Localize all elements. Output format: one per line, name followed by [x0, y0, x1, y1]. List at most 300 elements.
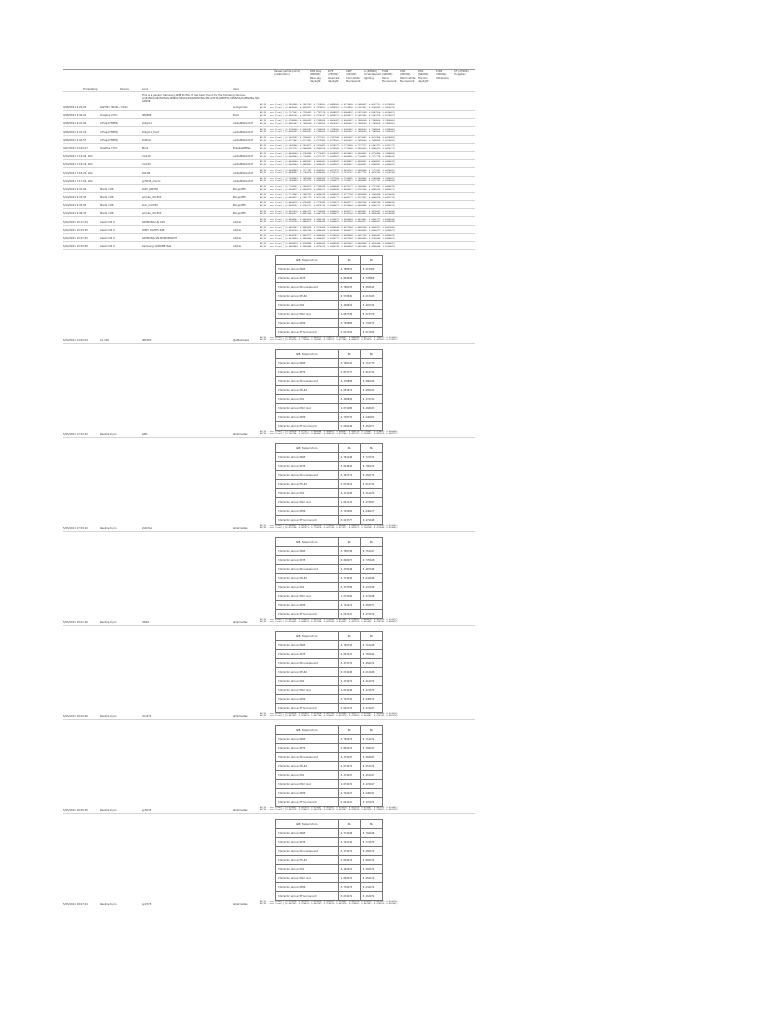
awb-key: StatsCI2.wbcoordIncandescent [276, 283, 339, 292]
cell-timestamp: 5/25/2021 17:52:20 [63, 433, 88, 437]
cell-timestamp: 5/14/2021 9:45:05 [63, 204, 87, 208]
cell-lens: SONY LIGHTS 586 [142, 228, 165, 232]
awb-table-row [276, 798, 383, 807]
awb-rg-value: 1.071480 [338, 404, 360, 413]
awb-rg-value: 0.481774 [338, 471, 360, 480]
cell-device: OnePlus 7 Pro [100, 146, 118, 150]
awb-key: StatsCI2.wbcoordD75 [276, 556, 339, 565]
table-row [63, 625, 475, 719]
awb-bg-value: 0.414479 [360, 489, 382, 498]
awb-table-row [276, 471, 383, 480]
awb-key: StatsCI2.wbcoordCW [276, 489, 339, 498]
awb-key: StatsCI2.wbcoordCW [276, 865, 339, 874]
awb-table-row [276, 847, 383, 856]
awb-table-header [276, 632, 383, 641]
cell-user: AxOaXEeOnOnF [233, 130, 254, 134]
cell-user: sorogomian [233, 106, 248, 109]
cell-lens: imx471 [142, 715, 152, 719]
cell-user: AxOaXEeOnOnF [233, 138, 254, 142]
cell-awb-data: AR_DS : new float[] {0.474474, 0.447447, 0.474474, 0.447447, 0.474447, 0.447474, 0.474474, 0.447447, 0.474474} AR_RS : new float[] {0.447447, 0.474474, 0.447447, 0.474474, 0.447474, 0.474447, 0.447447, 0.474474, 0.447447} [260, 900, 398, 906]
cell-timestamp: 5/14/2021 7:18:19, 202 [63, 163, 93, 167]
awb-bg-value: 0.714448 [360, 641, 382, 650]
cell-timestamp: 5/24/2021 14:00:54 [63, 339, 88, 343]
cell-awb-data: AR_DS : new float[] {0.3748000, 0.4000087, 0.7348009, 0.7348000, 0.4000087, 0.7480000, 0.7348000, 0.4748000} AR_RS : new float[] {0.4000087, 0.4000087, 0.7348000, 0.4000087, 0.4000087, 0.7480000, 0.7348000, 0.7480000} [260, 128, 396, 134]
cell-awb-data: AR_DS : new float[] {0.7744147, 0.7444477, 0.7744474, 0.4444444, 0.4474777, 0.7444444, 0.7777447, 0.4444474} AR_RS : new float[] {0.4944477, 0.4444474, 0.4444477, 0.4444444, 0.4444477, 0.4747444, 0.4444474, 0.4444477} [260, 185, 396, 191]
table-row [63, 216, 475, 224]
table-row [63, 118, 475, 126]
cell-timestamp: 5/22/2021 10:34:56 [63, 245, 88, 249]
table-row [63, 159, 475, 167]
cell-user: AxOaXEeOnOnF [233, 163, 254, 167]
awb-key: StatsCI2.wbcoordD65 [276, 641, 339, 650]
awb-bg-value: 0.648477 [360, 507, 382, 516]
awb-bg-value: 0.780474 [360, 462, 382, 471]
awb-table-row [276, 892, 383, 901]
awb-header-label: AWB Temperature [276, 444, 339, 453]
header-a: A (2856K) Incandescent lighting [364, 70, 382, 80]
awb-header-rg: RG [338, 538, 360, 547]
awb-rg-value: 0.474774 [338, 659, 360, 668]
awb-table-row [276, 829, 383, 838]
cell-timestamp: 5/22/2021 10:27:55 [63, 237, 88, 240]
awb-rg-value: 0.768142 [338, 359, 360, 368]
table-row [63, 167, 475, 175]
cell-user: Enzo [233, 114, 240, 118]
cell-lens: primax_imx350 [142, 196, 162, 200]
awb-bg-value: 0.784444 [360, 650, 382, 659]
awb-rg-value: 0.744744 [338, 695, 360, 704]
awb-table-row [276, 292, 383, 301]
awb-table-row [276, 328, 383, 337]
table-row [63, 208, 475, 216]
awb-rg-value: 0.649449 [338, 422, 360, 431]
awb-rg-value: 0.674474 [338, 762, 360, 771]
awb-rg-value: 0.647447 [338, 610, 360, 619]
cell-awb-data: AR_DS : new float[] {0.4447447, 0.4444474, 0.4774444, 0.4444444, 0.4477444, 0.4444744, 0.4444477, 0.4447444} AR_RS : new float[] {0.4444744, 0.4444744, 0.4444444, 0.4474444, 0.4444477, 0.4444444, 0.4444477, 0.4444447} [260, 226, 396, 232]
awb-table-row [276, 453, 383, 462]
awb-rg-value: 0.784744 [338, 641, 360, 650]
awb-bg-value: 0.464474 [360, 892, 382, 901]
awb-key: StatsCI2.wbcoordHorizon [276, 874, 339, 883]
awb-key: StatsCI2.wbcoordD65 [276, 359, 339, 368]
table-row [63, 135, 475, 143]
awb-key: StatsCI2.wbcoordD65 [276, 547, 339, 556]
cell-device: Mix2s / M6 [100, 196, 114, 200]
cell-timestamp: 5/25/2021 18:02:46 [63, 715, 88, 719]
table-row [63, 151, 475, 159]
awb-rg-value: 0.674414 [338, 480, 360, 489]
awb-rg-value: 1.041174 [338, 498, 360, 507]
awb-table-row [276, 368, 383, 377]
awb-key: StatsCI2.wbcoordCW [276, 395, 339, 404]
awb-header-bg: BG [360, 256, 382, 265]
table-row [63, 176, 475, 184]
cell-awb-data: AR_DS : new float[] {0.7171547, 0.7795487, 0.7787129, 0.4848897, 0.4964897, 0.5951549, 0.6897956, 0.4334457} AR_RS : new float[] {0.4445745, 0.4479457, 0.7876547, 0.4488977, 0.4494977, 0.5487465, 0.5987479, 0.4746587} [260, 112, 396, 117]
cell-lens: IMX363 [142, 339, 152, 343]
awb-bg-value: 0.778448 [360, 556, 382, 565]
cell-awb-data: AR_DS : new float[] {0.7448946, 0.7474877, 0.7479487, 0.4784977, 0.7774948, 0.7777777, 0.5497477, 0.4747771} AR_RS : new float[] {0.4797797, 0.4444493, 0.4949919, 0.4744949, 0.7774949, 0.4945449, 0.4844473, 0.4474771} [260, 145, 396, 150]
cell-timestamp: 5/25/2021 17:59:10 [63, 527, 88, 531]
awb-header-bg: BG [360, 538, 382, 547]
awb-table-row [276, 547, 383, 556]
cell-lens: gc5035_macro [142, 179, 161, 183]
header-d75: D75 (7500K) Overcast daylight [328, 70, 340, 83]
awb-bg-value: 0.474447 [360, 704, 382, 713]
awb-rg-value: 1.087749 [338, 310, 360, 319]
awb-table-header [276, 350, 383, 359]
cell-user: AxOaXEeOnOnF [233, 155, 254, 159]
cell-device: Realme 6 pro [100, 715, 117, 719]
cell-lens: s5kh3sx [142, 527, 153, 531]
cell-lens: This is a generic Samsung GM8 Profile. It has been found for the following devices: sm6150/sm6150/SGS-M9660 S9S0x/S9/SAMSUNG-SM-G9731/AM6FTA 9996/S4/CAMSUNG-SM-G9996 [142, 94, 260, 103]
awb-rg-value: 0.844840 [338, 462, 360, 471]
cell-awb-data: AR_DS : new float[] {0.764478, 0.477477, 0.448886, 0.448441, 0.444847, 0.448174, 0.778447, 0.478487, 0.489489} AR_RS : new float[] {0.744748, 0.447781, 0.884447, 0.488414, 0.474744, 0.487747, 0.784447, 0.487474, 0.484771} [260, 430, 398, 436]
cell-timestamp: 4/27/2021 23:09:47 [63, 146, 88, 150]
cell-lens: s5kh_GM350 [142, 187, 159, 191]
awb-rg-value: 0.681074 [338, 386, 360, 395]
cell-device: SGHT8 / 3024L / C911 [100, 106, 128, 109]
awb-key: StatsCI2.wbcoordHorizon [276, 498, 339, 507]
cell-lens: Mark [142, 146, 149, 150]
awb-table-row [276, 319, 383, 328]
cell-device: Mix2s / M6 [100, 204, 114, 208]
awb-key: StatsCI2.wbcoordD50 [276, 695, 339, 704]
table-row [63, 192, 475, 200]
awb-bg-value: 0.704448 [360, 829, 382, 838]
awb-rg-value: 0.464474 [338, 865, 360, 874]
header-values: Values (white point) (calibration) [274, 70, 300, 77]
awb-bg-value: 0.447448 [360, 583, 382, 592]
awb-key: StatsCI2.wbcoordD65 [276, 453, 339, 462]
cell-awb-data: AR_DS : new float[] {0.474447, 0.447474, 0.474447, 0.447447, 0.474474, 0.447474, 0.474447, 0.447474, 0.474447} AR_RS : new float[] {0.447474, 0.474447, 0.447474, 0.474474, 0.447447, 0.474474, 0.447474, 0.474447, 0.447474} [260, 806, 398, 812]
awb-key: StatsCI2.wbcoordTL84 [276, 386, 339, 395]
awb-rg-value: 0.744744 [338, 838, 360, 847]
cell-timestamp: 5/14/2021 7:18:21, 202 [63, 171, 93, 175]
awb-rg-value: 0.788032 [338, 265, 360, 274]
awb-key: StatsCI2.wbcoordTL84 [276, 762, 339, 771]
awb-table-row [276, 601, 383, 610]
awb-table-row [276, 874, 383, 883]
awb-bg-value: 0.484474 [360, 659, 382, 668]
awb-table-row [276, 883, 383, 892]
awb-bg-value: 0.614744 [360, 480, 382, 489]
awb-rg-value: 0.570846 [338, 292, 360, 301]
awb-key: StatsCI2.wbcoordTL84 [276, 292, 339, 301]
awb-key: StatsCI2.wbcoordD65 [276, 265, 339, 274]
awb-rg-value: 0.734474 [338, 883, 360, 892]
cell-user: ahlaimaitas [233, 903, 248, 907]
awb-key: StatsCI2.wbcoordIncandescent [276, 377, 339, 386]
cell-timestamp: 4/28/2021 9:29:03 [63, 106, 87, 109]
cell-awb-data: AR_DS : new float[] {0.7448444, 0.7444444, 0.4444444, 0.7477484, 0.7744445, 0.7444444, 0.4744444, 0.7444447} AR_RS : new float[] {0.7444444, 0.7474774, 0.4444444, 0.7444477, 0.7474477, 0.4444444, 0.4777747, 0.4444444} [260, 177, 396, 183]
awb-table-header [276, 538, 383, 547]
cell-awb-data: AR_DS : new float[] {0.3748000, 0.4000087, 0.7348009, 0.4000087, 0.4000087, 0.7480008, 0.7348000, 0.7480000} AR_RS : new float[] {0.4800087, 0.7480008, 0.7348000, 0.4000087, 0.4000087, 0.7480000, 0.7348000, 0.7480000} [260, 120, 396, 126]
awb-key: StatsCI2.wbcoordIncandescent [276, 565, 339, 574]
cell-timestamp: 4/28/2021 9:44:57 [63, 138, 87, 142]
awb-bg-value: 0.474448 [360, 516, 382, 525]
header-tl84: TL84 (4000K) Store fluorescent [382, 70, 397, 83]
awb-bg-value: 0.774474 [360, 838, 382, 847]
awb-bg-value: 0.714770 [360, 359, 382, 368]
cell-timestamp: 4/28/2021 9:41:00 [63, 122, 87, 126]
cell-awb-data: AR_DS : new float[] {0.4448844, 0.7777787, 0.4949497, 0.4477477, 0.4474747, 0.4949494, 0.7777447, 0.4474447} AR_RS : new float[] {0.4848447, 0.7744474, 0.4444444, 0.7474747, 0.7474747, 0.4477774, 0.4474744, 0.7474744} [260, 169, 396, 175]
data-rows [63, 91, 475, 907]
cell-timestamp: 5/14/2021 7:16:09, 202 [63, 155, 93, 159]
cell-user: Bongo/M6 [233, 187, 246, 191]
table-row [63, 437, 475, 531]
awb-key: StatsCI2.wbcoordFluorescent [276, 422, 339, 431]
awb-table-row [276, 838, 383, 847]
table-row [63, 531, 475, 625]
awb-table-row [276, 301, 383, 310]
awb-table-row [276, 856, 383, 865]
awb-table-row [276, 359, 383, 368]
table-row [63, 233, 475, 241]
awb-key: StatsCI2.wbcoordTL84 [276, 574, 339, 583]
cell-lens: s5kgm1 [142, 122, 152, 126]
awb-key: StatsCI2.wbcoordFluorescent [276, 798, 339, 807]
awb-rg-value: 0.871777 [338, 368, 360, 377]
awb-bg-value: 0.484447 [360, 753, 382, 762]
cell-timestamp: 5/22/2021 10:17:34 [63, 220, 88, 224]
awb-key: StatsCI2.wbcoordTL84 [276, 480, 339, 489]
awb-key: StatsCI2.wbcoordIncandescent [276, 847, 339, 856]
table-row [63, 110, 475, 118]
awb-table-header [276, 726, 383, 735]
awb-key: StatsCI2.wbcoordFluorescent [276, 328, 339, 337]
awb-rg-value: 0.844474 [338, 744, 360, 753]
awb-header-label: AWB Temperature [276, 726, 339, 735]
awb-rg-value: 1.074448 [338, 686, 360, 695]
awb-table-row [276, 404, 383, 413]
cell-user: Ambie [233, 245, 241, 249]
header-device: Device [120, 88, 129, 91]
cell-device: Realme 6 pro [100, 809, 117, 813]
awb-key: StatsCI2.wbcoordIncandescent [276, 471, 339, 480]
awb-key: StatsCI2.wbcoordFluorescent [276, 892, 339, 901]
cell-timestamp: 5/25/2021 18:07:44 [63, 903, 88, 907]
cell-awb-data: AR_DS : new float[] {0.7774447, 0.7444747, 0.4444474, 0.4444447, 0.4777744, 0.4444444, 0.7444444, 0.4474444} AR_RS : new float[] {0.4444477, 0.7447777, 0.4477744, 0.4444777, 0.4444777, 0.4777447, 0.4444474, 0.4447774} [260, 194, 396, 199]
awb-table-row [276, 480, 383, 489]
awb-table-row [276, 462, 383, 471]
awb-rg-value: 0.847447 [338, 650, 360, 659]
cell-user: @eMameeza [233, 339, 250, 343]
awb-bg-value: 0.474474 [360, 610, 382, 619]
awb-table-row [276, 377, 383, 386]
awb-rg-value: 0.789748 [338, 547, 360, 556]
awb-bg-value: 0.513379 [360, 310, 382, 319]
awb-bg-value: 0.474847 [360, 498, 382, 507]
awb-table-header [276, 444, 383, 453]
awb-rg-value: 0.774448 [338, 829, 360, 838]
cell-device: Realme 6 pro [100, 621, 117, 625]
cell-user: ahlaimaitas [233, 527, 248, 531]
cell-device: A75q(A73BF8) [100, 122, 119, 126]
cell-lens: mx430 [142, 163, 151, 167]
header-cwf: CWF (4150K) Cool white fluorescent [346, 70, 361, 83]
awb-key: StatsCI2.wbcoordHorizon [276, 310, 339, 319]
cell-user: BreakaeMWas [233, 146, 251, 150]
awb-bg-value: 0.648447 [360, 789, 382, 798]
cell-lens: GM1 [142, 433, 148, 437]
awb-table-row [276, 574, 383, 583]
awb-bg-value: 0.684477 [360, 601, 382, 610]
awb-header-bg: BG [360, 350, 382, 359]
cell-user: AxOaXEeOnOnF [233, 179, 254, 183]
awb-rg-value: 0.617264 [338, 328, 360, 337]
awb-key: StatsCI2.wbcoordD65 [276, 829, 339, 838]
cell-timestamp: 5/14/2021 7:17:10, 202 [63, 179, 93, 183]
awb-bg-value: 0.613389 [360, 265, 382, 274]
awb-header-label: AWB Temperature [276, 538, 339, 547]
awb-temperature-table [275, 631, 383, 713]
awb-rg-value: 0.474447 [338, 753, 360, 762]
header-d50: D50 (5000K) Horizon daylight [418, 70, 429, 83]
table-row [63, 719, 475, 813]
cell-user: AxOaXEeOnOnF [233, 122, 254, 126]
cell-awb-data: AR_DS : new float[] {0.3454805, 0.7453701, 0.7118805, 0.4488005, 0.4174049, 0.5486497, 0.4627791, 0.4758809} AR_RS : new float[] {0.4448005, 0.4649937, 0.7474801, 0.5488907, 0.7554800, 0.5567497, 0.4546985, 0.5466979} [260, 104, 396, 109]
cell-user: Ambie [233, 220, 241, 224]
awb-key: StatsCI2.wbcoordD75 [276, 838, 339, 847]
awb-rg-value: 0.460844 [338, 395, 360, 404]
awb-table-row [276, 704, 383, 713]
awb-bg-value: 0.474447 [360, 780, 382, 789]
awb-bg-value: 0.714447 [360, 547, 382, 556]
cell-lens: shin_imx350 [142, 204, 158, 208]
awb-temperature-table [275, 255, 383, 337]
cell-lens: s5kgm1_front [142, 130, 160, 134]
awb-bg-value: 0.474474 [360, 686, 382, 695]
awb-temperature-table [275, 819, 383, 901]
cell-timestamp: 5/14/2021 9:46:47 [63, 212, 87, 216]
awb-key: StatsCI2.wbcoordTL84 [276, 856, 339, 865]
awb-bg-value: 0.474474 [360, 798, 382, 807]
header-u30: U30 (3000K) Warm white fluorescent [400, 70, 416, 83]
cell-user: Ambie [233, 237, 241, 240]
awb-key: StatsCI2.wbcoordD65 [276, 735, 339, 744]
awb-rg-value: 0.664474 [338, 856, 360, 865]
awb-table-row [276, 789, 383, 798]
awb-table-row [276, 610, 383, 619]
awb-key: StatsCI2.wbcoordTL84 [276, 668, 339, 677]
awb-table-row [276, 507, 383, 516]
header-d65: D65 Day (6500K) Blue sky daylight [310, 70, 322, 83]
awb-rg-value: 0.474474 [338, 677, 360, 686]
cell-awb-data: AR_DS : new float[] {0.4444447, 0.4444474, 0.4444744, 0.4744477, 0.4444444, 0.4474447, 0.4444777, 0.4444444} AR_RS : new float[] {0.4744744, 0.4444477, 0.4444444, 0.4444447, 0.4447444, 0.4444477, 0.4444447, 0.4444444} [260, 218, 396, 224]
awb-table-row [276, 686, 383, 695]
cell-user: ahlaimaitas [233, 715, 248, 719]
awb-header-label: AWB Temperature [276, 820, 339, 829]
awb-bg-value: 0.474448 [360, 592, 382, 601]
cell-device: Realme 6 pro [100, 903, 117, 907]
cell-awb-data: AR_DS : new float[] {0.4444044, 0.4744988, 0.7774487, 0.4448847, 0.4454847, 0.4444465, 0.4776484, 0.7448484} AR_RS : new float[] {0.4444444, 0.7744887, 0.4777747, 0.4448847, 0.4444845, 0.7744447, 0.7777774, 0.4444443} [260, 153, 396, 158]
awb-temperature-table [275, 443, 383, 525]
awb-bg-value: 0.464277 [360, 422, 382, 431]
awb-bg-value: 0.404474 [360, 865, 382, 874]
awb-bg-value: 0.414474 [360, 677, 382, 686]
awb-key: StatsCI2.wbcoordCW [276, 677, 339, 686]
cell-timestamp: 5/25/2021 18:06:36 [63, 809, 88, 813]
awb-header-bg: BG [360, 444, 382, 453]
awb-rg-value: 0.848477 [338, 556, 360, 565]
awb-bg-value: 0.714474 [360, 735, 382, 744]
cell-timestamp: 4/28/2021 9:43:18 [63, 130, 87, 134]
awb-table-row [276, 659, 383, 668]
cell-lens: hi846 [142, 621, 150, 625]
cell-awb-data: AR_DS : new float[] {0.4447474, 0.4444777, 0.7744444, 0.4444447, 0.4444777, 0.4444447, 0.4474447, 0.4474444} AR_RS : new float[] {0.4444477, 0.4447444, 0.4447744, 0.4444477, 0.4744744, 0.4444447, 0.4444444, 0.4474444} [260, 210, 396, 216]
awb-bg-value: 0.634474 [360, 883, 382, 892]
cell-awb-data: AR_DS : new float[] {0.447474, 0.474447, 0.447474, 0.474444, 0.447444, 0.474447, 0.444474, 0.447474, 0.474477} AR_RS : new float[] {0.474447, 0.444474, 0.474744, 0.447448, 0.474447, 0.447474, 0.447447, 0.474744, 0.444447} [260, 618, 398, 624]
awb-header-bg: BG [360, 632, 382, 641]
cell-awb-data: AR_DS : new float[] {0.480543, 0.620467, 0.484471, 0.784471, 0.744447, 0.480544, 0.487779, 0.784472, 0.474455} AR_RS : new float[] {0.474478, 0.779844, 0.784481, 0.744787, 0.477444, 0.446457, 0.478474, 0.447447, 0.774877} [260, 336, 398, 342]
awb-temperature-table [275, 725, 383, 807]
awb-table-row [276, 668, 383, 677]
awb-bg-value: 0.784447 [360, 744, 382, 753]
awb-table-row [276, 310, 383, 319]
awb-key: StatsCI2.wbcoordIncandescent [276, 659, 339, 668]
awb-rg-value: 0.634474 [338, 892, 360, 901]
table-row [63, 143, 475, 151]
cell-awb-data: AR_DS : new float[] {0.4444474, 0.4744444, 0.4444444, 0.4444444, 0.4447447, 0.4444444, 0.4474444, 0.4444447} AR_RS : new float[] {0.4444444, 0.4444444, 0.4474474, 0.4444744, 0.4444444, 0.4447444, 0.4444444, 0.4744447} [260, 243, 396, 248]
awb-rg-value: 0.788135 [338, 283, 360, 292]
awb-bg-value: 0.734274 [360, 319, 382, 328]
awb-header-label: AWB Temperature [276, 350, 339, 359]
awb-rg-value: 1.074484 [338, 592, 360, 601]
awb-table-row [276, 677, 383, 686]
table-row [63, 343, 475, 437]
awb-bg-value: 0.491314 [360, 301, 382, 310]
cell-user: Bongo/M6 [233, 212, 246, 216]
awb-table-header [276, 256, 383, 265]
awb-key: StatsCI2.wbcoordCW [276, 301, 339, 310]
awb-key: StatsCI2.wbcoordD50 [276, 601, 339, 610]
awb-table-row [276, 265, 383, 274]
awb-bg-value: 0.778068 [360, 274, 382, 283]
awb-rg-value: 0.474447 [338, 771, 360, 780]
table-row [63, 241, 475, 249]
awb-key: StatsCI2.wbcoordD75 [276, 368, 339, 377]
header-user: User [233, 88, 239, 91]
awb-header-label: AWB Temperature [276, 256, 339, 265]
awb-table-row [276, 762, 383, 771]
cell-user: ahlaimaitas [233, 621, 248, 625]
awb-bg-value: 0.814744 [360, 368, 382, 377]
awb-table-row [276, 413, 383, 422]
awb-header-rg: RG [338, 726, 360, 735]
awb-key: StatsCI2.wbcoordD50 [276, 413, 339, 422]
awb-bg-value: 0.464474 [360, 874, 382, 883]
awb-bg-value: 0.414447 [360, 771, 382, 780]
cell-awb-data: AR_DS : new float[] {0.4444444, 0.4448847, 0.4444445, 0.4448847, 0.4448847, 0.4448847, 0.4448847, 0.4444443} AR_RS : new float[] {0.4444444, 0.4448847, 0.4444445, 0.4448847, 0.4448847, 0.4448847, 0.4448847, 0.4444443} [260, 161, 396, 167]
awb-table-row [276, 274, 383, 283]
awb-table-row [276, 422, 383, 431]
cell-lens: SAMSUNG SM-MOBI BRIGHT [142, 237, 178, 240]
cell-device: Realme 6 pro [100, 433, 117, 437]
awb-temperature-table [275, 537, 383, 619]
awb-key: StatsCI2.wbcoordD50 [276, 319, 339, 328]
awb-key: StatsCI2.wbcoordD50 [276, 507, 339, 516]
awb-table-row [276, 650, 383, 659]
cell-awb-data: AR_DS : new float[] {0.4444747, 0.4444777, 0.4444444, 0.4744444, 0.4444444, 0.4447744, 0.4444447, 0.4444474} AR_RS : new float[] {0.4474444, 0.4444444, 0.4444447, 0.4444777, 0.4447444, 0.4444444, 0.4744444, 0.4444447} [260, 235, 396, 240]
awb-table-row [276, 592, 383, 601]
cell-user: Bongo/M6 [233, 204, 246, 208]
cell-lens: s5kthw [142, 138, 151, 142]
awb-table-row [276, 498, 383, 507]
awb-key: StatsCI2.wbcoordD50 [276, 883, 339, 892]
awb-rg-value: 1.074474 [338, 780, 360, 789]
awb-rg-value: 0.448919 [338, 301, 360, 310]
awb-rg-value: 0.674448 [338, 668, 360, 677]
